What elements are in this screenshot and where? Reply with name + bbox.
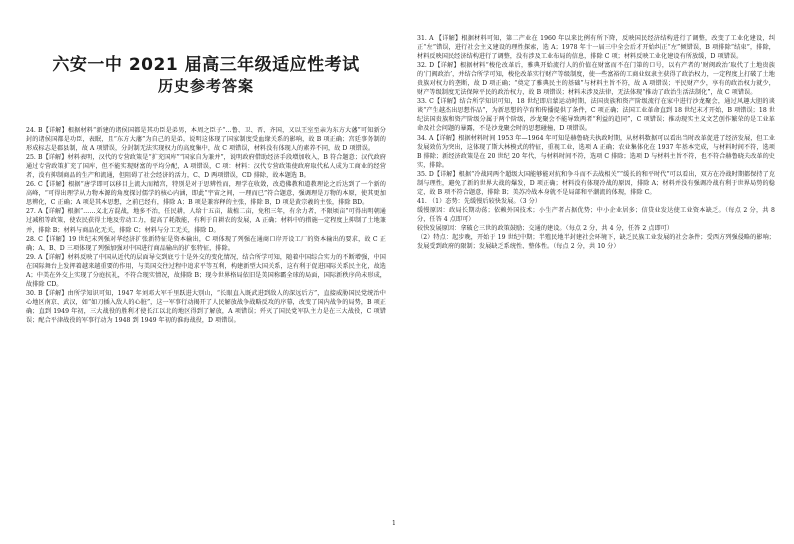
question-number: 29.: [26, 253, 38, 261]
answer-text: 较快发展原因：拿破仑三世的政策鼓励；交通的建设。（每点 2 分，共 4 分，任答 2 点即可）: [417, 224, 674, 232]
answer-item: [417, 233, 775, 251]
answer-item: [26, 207, 386, 234]
answer-item: [26, 153, 386, 180]
answer-item: [417, 197, 775, 206]
right-answer-list: [417, 34, 775, 251]
page-number: 1: [392, 520, 396, 527]
answer-text: （2）特点：起步晚，开始于 19 世纪中期；半殖民地半封建社会环境下，缺乏民族工业发展的社会条件；受西方列强侵略的影响；发展受到政府的限制；发展缺乏系统性、整体性。（每点 2 分，共 10 分）: [417, 234, 775, 251]
right-column: [417, 34, 775, 251]
answer-item: [417, 170, 775, 197]
question-number: 30.: [26, 289, 38, 297]
answer-text: B【详解】根据材料“新建的诸侯国都是其功臣是弟男，本周之臣子“…鲁、卫、晋、齐国，又以王室至亲为东方大藩”可知新分封的诸侯国都是功臣，表眠，且“东方大藩”为自己的是弟，说明这体现了国家制度受血缘关系的影响，故 B 项正确；宫廷事务制的形成标志是郡县制，故 A 项错误，分封制无法实现权力的高度集中，故 C 项错误，材料没有体现人的素养不同，故 D 项错误。: [26, 127, 386, 153]
left-answer-list: [26, 126, 386, 325]
answer-text: 缓慢原因：政局长期动荡；依赖外国技术；小生产者占据优势；中小企业居多；信贷业发达使工业资本缺乏。（每点 2 分，共 8 分，任答 4 点即可）: [417, 206, 775, 223]
question-number: 35.: [417, 170, 429, 178]
document-subtitle: 历史参考答案: [157, 77, 254, 95]
question-number: 27.: [26, 208, 38, 216]
question-number: 24.: [26, 127, 39, 134]
answer-text: B【详解】由所学知识可知，1947 年刘邓大军千里跃进大别山，“长眼直入既武进到敌人的深远后方”，直接威胁国民党统治中心地区南京、武汉，如“如刀插入敌人的心脏”，这一军事行动揭开了人民解放战争战略反攻的序幕，改变了国内战争的局势，B 项正确；直到 1949 年初，三大战役的胜利才使长江以北的地区得到了解放，A 项错误；歼灭了国民党军队主力是在三大战役，C 项错误；配合平津战役的军事行动为 1948 到 1949 年初的淮海战役，D 项错误。: [26, 289, 386, 324]
answer-item: [26, 235, 386, 253]
answer-item: [417, 224, 775, 233]
answer-text: C【详解】结合所学知识可知，18 世纪即启蒙运动时期，法国贵族和资产阶级流行在家中进行沙龙聚会，通过风趣大胆的谈谈“产生越杰出思想作品”，为新思想的孕育和传播提供了条件，C 项正确；法国工业革命直到 18 世纪末才开始，B 项错误；18 世纪法国贵族和资产阶级分属于两个阶级，沙龙聚会不能导致两者“利益的趋同”，C 项错误；推动现实主义文艺创作繁荣的是工业革命及社会问题的暴露，不是沙龙聚会时的思想碰撞，D 项错误。: [417, 98, 775, 133]
answer-item: [417, 206, 775, 224]
answer-item: [26, 180, 386, 207]
answer-text: D【详解】根据材料“梭伦改革后，雅典开始流行人的价值在财富而不在门第的口号，以有产者的‘财阀政治’取代了土地贵族的‘门阀政治’，并结合所学可知，梭伦改革实行财产等级制度，使一些富裕的工商业奴隶主获得了政治权力，一定程度上打破了土地贵族对权力的垄断，故 D 项正确；“奠定了雅典民主的基础”与材料主旨不符，故 A 项错误；平民财产少，享有的政治权力就少，财产等级制度无法保障平民的政治权力，故 B 项错误；材料未涉及法律，无法体现“推动了政治生活法制化”，故 C 项错误。: [417, 62, 775, 97]
answer-item: [417, 97, 775, 133]
answer-text: （1）态势：先缓慢后较快发展。（3 分）: [428, 197, 542, 205]
answer-item: [26, 253, 386, 289]
answer-text: C【详解】19 世纪末列强对华经济扩张新特征是资本输出，C 项体现了列强在通商口岸开设工厂的资本输出的要求，故 C 正确；A、B、D 三项体现了列强加强对中国进行商品输出的扩张特征，排除。: [26, 235, 387, 252]
question-number: 34.: [417, 134, 429, 142]
question-number: 25.: [26, 154, 38, 162]
answer-text: D【详解】根据“冷战同两个超级大国能够能对抗和争斗而不去战相关”“缓长的和平时代”可以看出，双方在冷战时期都保持了克制与理性，避免了新的世界大战的爆发，D 项正确；材料没有体现冷战的原因，排除 A；材料并没有强调冷战有利于世界局势的稳定，故 B 项不符合题意，排除 B；美苏冷战本身就不是局部和平潮流的体现，排除 C。: [417, 170, 775, 196]
answer-item: [417, 34, 775, 61]
answer-text: A【详解】根据“……义北方混战，地多不治，任民耕，人给十五亩，裁植二亩，免租三年，有余力者，不限顷亩”可得出明朝通过减租等政策，使农民获得土地及劳动工力，提高了耗散能，有利于自耕农的发展，A 正确；材料中的措施一定程度上抑制了土地兼并，排除 B；材料与商品化无关，排除 C；材料与分工无关，排除 D。: [26, 208, 386, 234]
answer-item: [417, 134, 775, 170]
answer-item: [417, 61, 775, 97]
question-number: 31.: [417, 35, 430, 42]
answer-text: A 【详解】根据材料可知，第二产业在 1960 年以来比例有所下降，反映国民经济结构进行了调整，改变了工业化建设，纠正“左”错误，进行社会主义建设的理性探索，选 A；1978 年十一届三中全会后才开始纠正“左”倾错误，B 项排除“结束”，排除，材料反映国民经济结构进行了调整，没有涉及工业布局的信息，排除 C 项；材料反映工业化建设有所放缓，D 项错误。: [417, 35, 776, 61]
title-block: [26, 54, 386, 97]
question-number: 26.: [26, 181, 39, 189]
answer-item: [26, 126, 386, 153]
answer-text: C【详解】根据“唐学即可以移目上流大而精宫，特别是对于思辨性而，理学在收敛，改造佛教和道教理论之后达到了一个新的高峰，“可得出理学从力物本源的角度探讨儒学的核心内涵，即此“宇宙之间，一理而已”符合题意，强调理是万物的本原，使其更加思辨化，C 正确；A 项是其本思想，之前已经有，排除 A；B 项是兼容释的主张，排除 B，D 项是黄宗羲的主张，排除 BD。: [26, 181, 386, 207]
answer-item: [26, 289, 386, 325]
answer-text: B【详解】材料表明，汉代的专营政策是“扩充国库”“国家自为兼并”，说明政府借助经济手段增加收入，B 符合题意；汉代政府通过专营政策扩充了国库，但不能实现财富的平均分配，A 项错误，C 项：材料：汉代专营政策使政府取代私人成为工商业的经营者，没有抑制商品的生产和流通，但阻碍了社会经济的活力，C、D 两项错误，CD 排除，故本题选 B。: [26, 154, 386, 180]
question-number: 32.: [417, 62, 430, 70]
document-title: 六安一中 2021 届高三年级适应性考试: [52, 55, 360, 75]
answer-text: A【详解】材料反映了中国从近代的层面导交到底亏十是外交的变化情况，结合所学可知，随着中国综合实力的不断增强，中国在国际舞台上发挥着越来越重要的作用，与美国交往过程中追求平等互利，构建新型大国关系，这有利于促进国际关系民主化，故选 A；中美在外交上实现了分庭抗礼，不符合现实情况，故排除 B；现今世界格局依旧是美国称霸全球的局面，国际新秩序尚未形成，故排除 CD。: [26, 253, 386, 288]
question-number: 41.: [417, 197, 429, 205]
question-number: 33.: [417, 98, 430, 106]
answer-text: A【详解】根据材料时间 1953 年—1964 年可知是赫鲁晓夫执政时期，从材料数据可以看出当时改革促进了经济发展，但工业发展效仿为突出，这体现了斯大林模式的特征，重视工业，选项 A 正确；农业集体化在 1937 年基本完成，与材料时间不符，选项 B 排除；新经济政策是在 20 世纪 20 年代，与材料时间不符，选项 C 排除；选项 D 与材料主旨不符，也不符合赫鲁晓夫改革的史实，排除。: [417, 134, 775, 169]
question-number: 28.: [26, 235, 39, 243]
